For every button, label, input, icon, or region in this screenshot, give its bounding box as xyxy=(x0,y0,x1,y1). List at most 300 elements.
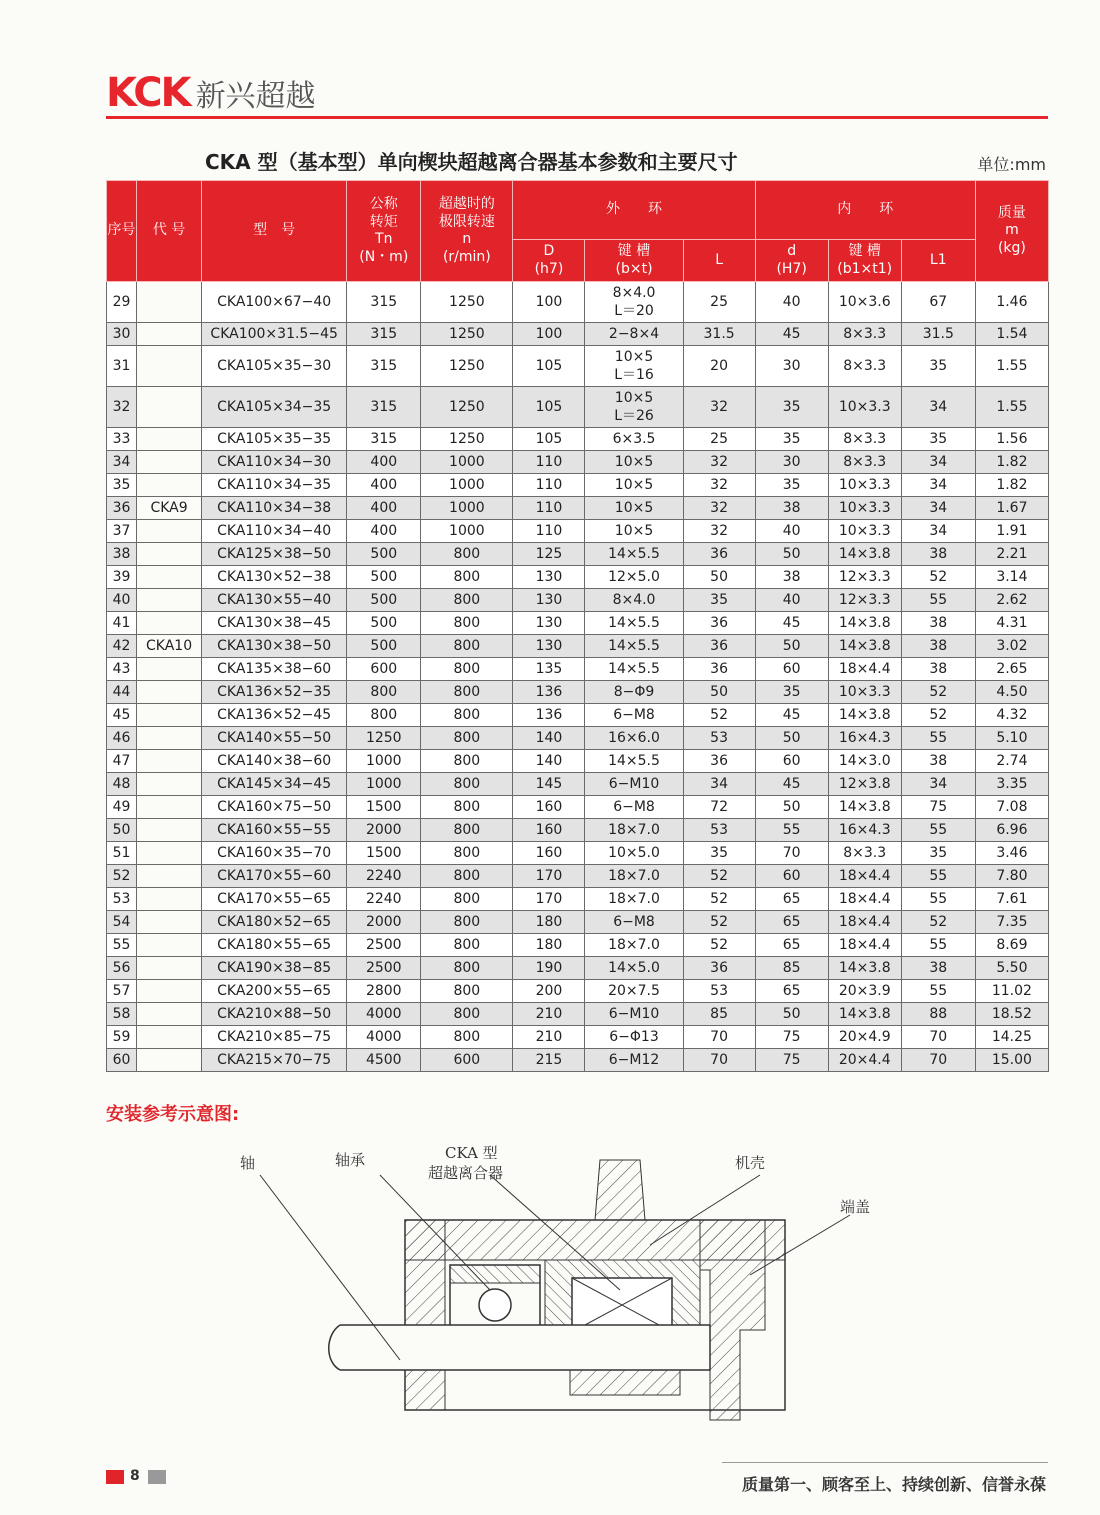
cell-L1: 38 xyxy=(901,658,975,681)
cell-d: 45 xyxy=(755,773,828,796)
cell-D: 105 xyxy=(513,387,585,428)
cell-key-inner: 18×4.4 xyxy=(828,658,901,681)
cell-key-inner: 8×3.3 xyxy=(828,842,901,865)
cell-key-inner: 8×3.3 xyxy=(828,346,901,387)
cell-model: CKA140×55−50 xyxy=(202,727,347,750)
cell-D: 110 xyxy=(513,451,585,474)
header-model: 型 号 xyxy=(202,181,347,282)
cell-seq: 60 xyxy=(107,1049,137,1072)
cell-L: 35 xyxy=(683,589,755,612)
cell-key-outer: 6×3.5 xyxy=(585,428,683,451)
cell-L1: 34 xyxy=(901,474,975,497)
table-row xyxy=(107,727,1049,750)
cell-code xyxy=(137,750,202,773)
page-marker-red xyxy=(106,1470,124,1484)
cell-L1: 75 xyxy=(901,796,975,819)
header-speed: 超越时的 极限转速 n (r/min) xyxy=(421,181,513,282)
cell-d: 60 xyxy=(755,658,828,681)
cell-code xyxy=(137,589,202,612)
install-title: 安装参考示意图: xyxy=(106,1104,240,1125)
cell-L: 70 xyxy=(683,1049,755,1072)
cell-code xyxy=(137,1049,202,1072)
table-row xyxy=(107,1003,1049,1026)
header-mass: 质量 m (kg) xyxy=(975,181,1048,282)
table-row xyxy=(107,543,1049,566)
cell-mass: 1.55 xyxy=(975,387,1048,428)
cell-L: 52 xyxy=(683,704,755,727)
cell-key-inner: 14×3.8 xyxy=(828,1003,901,1026)
cell-mass: 1.56 xyxy=(975,428,1048,451)
cell-L: 25 xyxy=(683,428,755,451)
table-row xyxy=(107,911,1049,934)
cell-speed: 800 xyxy=(421,911,513,934)
cell-D: 160 xyxy=(513,842,585,865)
cell-mass: 1.55 xyxy=(975,346,1048,387)
header-code: 代 号 xyxy=(137,181,202,282)
header-L: L xyxy=(683,240,755,282)
cell-D: 100 xyxy=(513,282,585,323)
cell-L: 32 xyxy=(683,387,755,428)
table-row xyxy=(107,957,1049,980)
cell-model: CKA110×34−38 xyxy=(202,497,347,520)
cell-d: 65 xyxy=(755,911,828,934)
cell-L1: 35 xyxy=(901,842,975,865)
cell-code xyxy=(137,980,202,1003)
cell-key-outer: 10×5 L＝26 xyxy=(585,387,683,428)
header-seq: 序号 xyxy=(107,181,137,282)
cell-speed: 1000 xyxy=(421,451,513,474)
cell-seq: 38 xyxy=(107,543,137,566)
cell-torque: 315 xyxy=(347,282,421,323)
cell-d: 45 xyxy=(755,323,828,346)
cell-mass: 18.52 xyxy=(975,1003,1048,1026)
cell-code: CKA9 xyxy=(137,497,202,520)
cell-L: 52 xyxy=(683,934,755,957)
cell-L: 53 xyxy=(683,819,755,842)
cell-L: 25 xyxy=(683,282,755,323)
cell-torque: 2000 xyxy=(347,819,421,842)
page-number: 8 xyxy=(130,1468,140,1484)
cell-torque: 800 xyxy=(347,681,421,704)
cell-mass: 8.69 xyxy=(975,934,1048,957)
cell-speed: 800 xyxy=(421,704,513,727)
cell-L1: 70 xyxy=(901,1026,975,1049)
cell-L: 36 xyxy=(683,750,755,773)
cell-torque: 500 xyxy=(347,635,421,658)
cell-model: CKA210×88−50 xyxy=(202,1003,347,1026)
cell-L: 50 xyxy=(683,681,755,704)
cell-torque: 4000 xyxy=(347,1003,421,1026)
cell-L1: 31.5 xyxy=(901,323,975,346)
cell-model: CKA130×52−38 xyxy=(202,566,347,589)
cell-speed: 1000 xyxy=(421,497,513,520)
cell-model: CKA160×55−55 xyxy=(202,819,347,842)
cell-L1: 55 xyxy=(901,888,975,911)
cell-D: 210 xyxy=(513,1003,585,1026)
cell-key-inner: 20×3.9 xyxy=(828,980,901,1003)
cell-d: 60 xyxy=(755,865,828,888)
cell-mass: 3.35 xyxy=(975,773,1048,796)
header-d: d (H7) xyxy=(755,240,828,282)
cell-key-outer: 14×5.5 xyxy=(585,658,683,681)
cell-L: 32 xyxy=(683,520,755,543)
cell-seq: 52 xyxy=(107,865,137,888)
cell-mass: 4.50 xyxy=(975,681,1048,704)
cell-key-inner: 14×3.8 xyxy=(828,543,901,566)
cell-D: 130 xyxy=(513,612,585,635)
table-row xyxy=(107,865,1049,888)
cell-model: CKA180×55−65 xyxy=(202,934,347,957)
cell-seq: 46 xyxy=(107,727,137,750)
cell-code: CKA10 xyxy=(137,635,202,658)
cell-d: 38 xyxy=(755,566,828,589)
cell-mass: 7.61 xyxy=(975,888,1048,911)
cell-D: 125 xyxy=(513,543,585,566)
cell-L1: 34 xyxy=(901,387,975,428)
table-row xyxy=(107,658,1049,681)
cell-L: 53 xyxy=(683,980,755,1003)
cell-model: CKA136×52−45 xyxy=(202,704,347,727)
header-outer-ring: 外 环 xyxy=(513,181,755,240)
header-D: D (h7) xyxy=(513,240,585,282)
cell-D: 180 xyxy=(513,934,585,957)
cell-seq: 44 xyxy=(107,681,137,704)
cell-code xyxy=(137,566,202,589)
cell-seq: 42 xyxy=(107,635,137,658)
cell-key-outer: 6−M12 xyxy=(585,1049,683,1072)
cell-mass: 4.32 xyxy=(975,704,1048,727)
cell-torque: 2800 xyxy=(347,980,421,1003)
cell-D: 190 xyxy=(513,957,585,980)
cell-key-outer: 2−8×4 xyxy=(585,323,683,346)
cell-seq: 55 xyxy=(107,934,137,957)
cell-code xyxy=(137,704,202,727)
cell-d: 45 xyxy=(755,612,828,635)
cell-speed: 800 xyxy=(421,750,513,773)
cell-torque: 4000 xyxy=(347,1026,421,1049)
cell-d: 65 xyxy=(755,934,828,957)
cell-speed: 800 xyxy=(421,796,513,819)
cell-key-outer: 10×5 L＝16 xyxy=(585,346,683,387)
cell-model: CKA100×31.5−45 xyxy=(202,323,347,346)
cell-key-outer: 10×5 xyxy=(585,497,683,520)
cell-key-outer: 8×4.0 xyxy=(585,589,683,612)
header-torque: 公称 转矩 Tn (N・m) xyxy=(347,181,421,282)
table-row xyxy=(107,888,1049,911)
cell-key-inner: 14×3.8 xyxy=(828,704,901,727)
cell-model: CKA135×38−60 xyxy=(202,658,347,681)
cell-L1: 55 xyxy=(901,865,975,888)
cell-L1: 70 xyxy=(901,1049,975,1072)
cell-seq: 31 xyxy=(107,346,137,387)
cell-torque: 315 xyxy=(347,387,421,428)
cell-mass: 5.50 xyxy=(975,957,1048,980)
label-bearing: 轴承 xyxy=(335,1151,366,1169)
cell-key-inner: 10×3.6 xyxy=(828,282,901,323)
cell-L1: 34 xyxy=(901,520,975,543)
cell-model: CKA160×35−70 xyxy=(202,842,347,865)
cell-D: 130 xyxy=(513,589,585,612)
cell-speed: 800 xyxy=(421,934,513,957)
cell-model: CKA130×38−45 xyxy=(202,612,347,635)
cell-D: 170 xyxy=(513,888,585,911)
cell-D: 140 xyxy=(513,750,585,773)
cell-torque: 2000 xyxy=(347,911,421,934)
logo-mark: KCK xyxy=(106,70,190,116)
cell-L: 52 xyxy=(683,865,755,888)
cell-model: CKA110×34−40 xyxy=(202,520,347,543)
cell-code xyxy=(137,727,202,750)
table-row xyxy=(107,428,1049,451)
cell-speed: 800 xyxy=(421,888,513,911)
cell-L: 72 xyxy=(683,796,755,819)
cell-code xyxy=(137,451,202,474)
cell-L: 36 xyxy=(683,957,755,980)
page-title: CKA 型（基本型）单向楔块超越离合器基本参数和主要尺寸 xyxy=(205,150,738,174)
cell-seq: 40 xyxy=(107,589,137,612)
cell-key-inner: 12×3.8 xyxy=(828,773,901,796)
cell-d: 40 xyxy=(755,589,828,612)
cell-L1: 34 xyxy=(901,497,975,520)
cell-d: 30 xyxy=(755,451,828,474)
cell-speed: 800 xyxy=(421,589,513,612)
cell-key-outer: 18×7.0 xyxy=(585,934,683,957)
cell-key-outer: 8×4.0 L＝20 xyxy=(585,282,683,323)
cell-torque: 4500 xyxy=(347,1049,421,1072)
cell-d: 35 xyxy=(755,681,828,704)
cell-model: CKA170×55−60 xyxy=(202,865,347,888)
cell-torque: 1000 xyxy=(347,773,421,796)
cell-d: 35 xyxy=(755,387,828,428)
cell-mass: 7.80 xyxy=(975,865,1048,888)
header-key-inner: 键 槽 (b1×t1) xyxy=(828,240,901,282)
cell-torque: 500 xyxy=(347,612,421,635)
cell-model: CKA215×70−75 xyxy=(202,1049,347,1072)
cell-key-inner: 18×4.4 xyxy=(828,934,901,957)
footer-rule xyxy=(722,1462,1048,1463)
label-clutch-type: CKA 型 xyxy=(445,1144,498,1162)
cell-seq: 37 xyxy=(107,520,137,543)
cell-L: 50 xyxy=(683,566,755,589)
cell-torque: 400 xyxy=(347,474,421,497)
cell-code xyxy=(137,842,202,865)
cell-model: CKA160×75−50 xyxy=(202,796,347,819)
cell-key-outer: 6−M8 xyxy=(585,911,683,934)
cell-torque: 315 xyxy=(347,323,421,346)
cell-speed: 800 xyxy=(421,566,513,589)
cell-torque: 2500 xyxy=(347,957,421,980)
brand-logo xyxy=(106,70,316,116)
cell-speed: 800 xyxy=(421,865,513,888)
cell-mass: 7.08 xyxy=(975,796,1048,819)
cell-key-inner: 10×3.3 xyxy=(828,497,901,520)
cell-mass: 6.96 xyxy=(975,819,1048,842)
cell-L1: 34 xyxy=(901,451,975,474)
cell-D: 105 xyxy=(513,428,585,451)
cell-code xyxy=(137,428,202,451)
cell-key-outer: 6−Φ13 xyxy=(585,1026,683,1049)
cell-L: 70 xyxy=(683,1026,755,1049)
cell-mass: 1.91 xyxy=(975,520,1048,543)
cell-seq: 49 xyxy=(107,796,137,819)
cell-torque: 400 xyxy=(347,497,421,520)
cell-torque: 315 xyxy=(347,428,421,451)
cell-D: 130 xyxy=(513,635,585,658)
cell-torque: 2500 xyxy=(347,934,421,957)
cell-d: 65 xyxy=(755,888,828,911)
unit-label: 单位:mm xyxy=(977,155,1046,174)
cell-key-outer: 18×7.0 xyxy=(585,819,683,842)
cell-L1: 52 xyxy=(901,704,975,727)
cell-L1: 38 xyxy=(901,957,975,980)
cell-L1: 35 xyxy=(901,346,975,387)
table-row xyxy=(107,796,1049,819)
table-row xyxy=(107,681,1049,704)
cell-D: 130 xyxy=(513,566,585,589)
cell-model: CKA190×38−85 xyxy=(202,957,347,980)
cell-torque: 500 xyxy=(347,566,421,589)
cell-L: 36 xyxy=(683,635,755,658)
label-housing: 机壳 xyxy=(735,1154,766,1172)
cell-key-outer: 14×5.5 xyxy=(585,635,683,658)
cell-seq: 51 xyxy=(107,842,137,865)
cell-d: 50 xyxy=(755,1003,828,1026)
cell-seq: 35 xyxy=(107,474,137,497)
cell-L: 36 xyxy=(683,543,755,566)
cell-D: 170 xyxy=(513,865,585,888)
cell-speed: 800 xyxy=(421,658,513,681)
cell-torque: 1000 xyxy=(347,750,421,773)
table-row xyxy=(107,387,1049,428)
cell-key-inner: 14×3.8 xyxy=(828,796,901,819)
cell-speed: 800 xyxy=(421,819,513,842)
cell-code xyxy=(137,865,202,888)
cell-d: 30 xyxy=(755,346,828,387)
table-row xyxy=(107,474,1049,497)
cell-model: CKA125×38−50 xyxy=(202,543,347,566)
cell-d: 75 xyxy=(755,1049,828,1072)
cell-D: 105 xyxy=(513,346,585,387)
cell-key-inner: 10×3.3 xyxy=(828,520,901,543)
cell-code xyxy=(137,323,202,346)
cell-torque: 600 xyxy=(347,658,421,681)
cell-L1: 34 xyxy=(901,773,975,796)
cell-key-inner: 12×3.3 xyxy=(828,566,901,589)
table-row xyxy=(107,520,1049,543)
header-L1: L1 xyxy=(901,240,975,282)
cell-code xyxy=(137,387,202,428)
cell-seq: 56 xyxy=(107,957,137,980)
cell-mass: 7.35 xyxy=(975,911,1048,934)
cell-L1: 67 xyxy=(901,282,975,323)
cell-D: 210 xyxy=(513,1026,585,1049)
cell-D: 180 xyxy=(513,911,585,934)
cell-code xyxy=(137,474,202,497)
cell-L: 20 xyxy=(683,346,755,387)
cell-D: 140 xyxy=(513,727,585,750)
cell-key-outer: 14×5.5 xyxy=(585,543,683,566)
table-row xyxy=(107,773,1049,796)
cell-model: CKA145×34−45 xyxy=(202,773,347,796)
table-row xyxy=(107,819,1049,842)
table-row xyxy=(107,980,1049,1003)
table-row xyxy=(107,842,1049,865)
cell-key-outer: 6−M10 xyxy=(585,1003,683,1026)
table-row xyxy=(107,497,1049,520)
cell-model: CKA130×38−50 xyxy=(202,635,347,658)
table-row xyxy=(107,323,1049,346)
cell-model: CKA210×85−75 xyxy=(202,1026,347,1049)
cell-L: 36 xyxy=(683,658,755,681)
cell-d: 65 xyxy=(755,980,828,1003)
cell-D: 200 xyxy=(513,980,585,1003)
cell-mass: 1.54 xyxy=(975,323,1048,346)
cell-key-outer: 6−M10 xyxy=(585,773,683,796)
cell-key-outer: 10×5.0 xyxy=(585,842,683,865)
cell-code xyxy=(137,658,202,681)
cell-mass: 2.74 xyxy=(975,750,1048,773)
cell-mass: 2.21 xyxy=(975,543,1048,566)
cell-d: 45 xyxy=(755,704,828,727)
spec-table-body xyxy=(107,282,1049,1072)
cell-seq: 53 xyxy=(107,888,137,911)
cell-seq: 29 xyxy=(107,282,137,323)
cell-code xyxy=(137,934,202,957)
cell-model: CKA100×67−40 xyxy=(202,282,347,323)
table-row xyxy=(107,346,1049,387)
cell-seq: 36 xyxy=(107,497,137,520)
cell-torque: 1250 xyxy=(347,727,421,750)
cell-mass: 2.65 xyxy=(975,658,1048,681)
cell-speed: 1250 xyxy=(421,428,513,451)
cell-L: 34 xyxy=(683,773,755,796)
cell-key-inner: 18×4.4 xyxy=(828,865,901,888)
cell-code xyxy=(137,681,202,704)
cell-model: CKA180×52−65 xyxy=(202,911,347,934)
table-row xyxy=(107,589,1049,612)
cell-torque: 2240 xyxy=(347,865,421,888)
label-end-cover: 端盖 xyxy=(840,1198,871,1216)
cell-speed: 800 xyxy=(421,1026,513,1049)
cell-speed: 1250 xyxy=(421,323,513,346)
cell-d: 50 xyxy=(755,796,828,819)
table-row xyxy=(107,704,1049,727)
cell-model: CKA130×55−40 xyxy=(202,589,347,612)
cell-model: CKA105×35−35 xyxy=(202,428,347,451)
cell-code xyxy=(137,282,202,323)
cell-d: 60 xyxy=(755,750,828,773)
cell-key-outer: 18×7.0 xyxy=(585,865,683,888)
table-row xyxy=(107,1026,1049,1049)
cell-code xyxy=(137,888,202,911)
cell-seq: 54 xyxy=(107,911,137,934)
cell-key-outer: 14×5.5 xyxy=(585,612,683,635)
cell-key-inner: 8×3.3 xyxy=(828,428,901,451)
cell-model: CKA140×38−60 xyxy=(202,750,347,773)
cell-mass: 3.46 xyxy=(975,842,1048,865)
cell-torque: 2240 xyxy=(347,888,421,911)
cell-key-inner: 8×3.3 xyxy=(828,451,901,474)
cell-speed: 800 xyxy=(421,681,513,704)
cell-key-inner: 16×4.3 xyxy=(828,819,901,842)
cell-L1: 52 xyxy=(901,681,975,704)
cell-mass: 5.10 xyxy=(975,727,1048,750)
cell-speed: 800 xyxy=(421,957,513,980)
cell-key-inner: 10×3.3 xyxy=(828,474,901,497)
table-row xyxy=(107,934,1049,957)
cell-speed: 800 xyxy=(421,980,513,1003)
spec-table xyxy=(106,180,1049,1072)
